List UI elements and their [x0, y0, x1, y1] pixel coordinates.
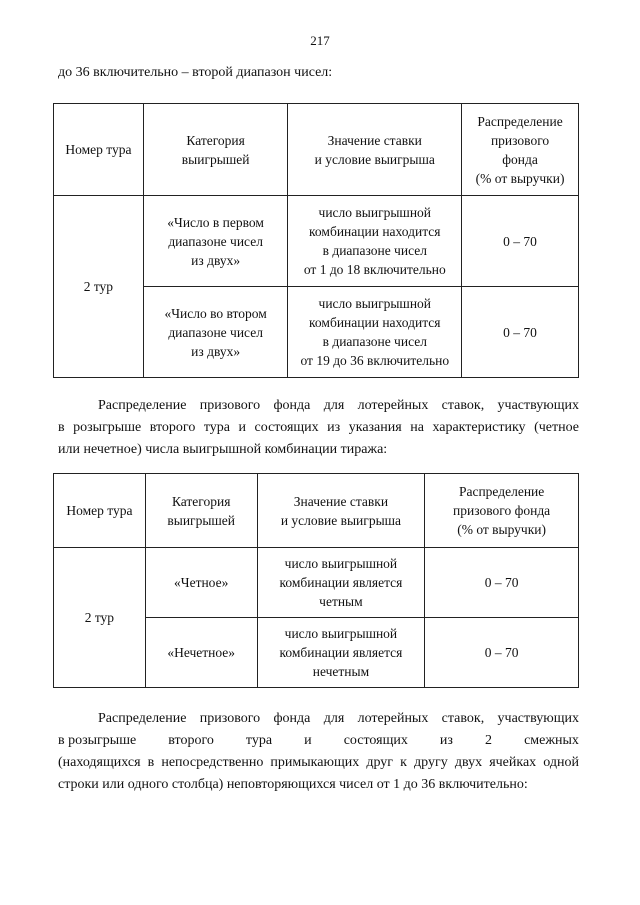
paragraph-line: строки или одного столбца) неповторяющихся чисел от 1 до 36 включительно:: [58, 777, 528, 792]
share-cell: 0 – 70: [425, 618, 579, 688]
word: состоящих: [343, 733, 408, 748]
condition-cell: число выигрышной комбинации находится в диапазоне чисел от 1 до 18 включительно: [288, 196, 462, 287]
category-cell: «Число во втором диапазоне чисел из двух»: [143, 287, 288, 378]
word: смежных: [524, 733, 579, 748]
intro-line: до 36 включительно – второй диапазон чисел:: [58, 65, 333, 80]
word: второго: [168, 733, 214, 748]
share-cell: 0 – 70: [425, 548, 579, 618]
page-number: 217: [310, 33, 330, 48]
word: 2: [485, 733, 493, 748]
paragraph-line-spaced: [58, 730, 579, 752]
header-tour-number: Номер тура: [54, 104, 144, 196]
header-category: Категория выигрышей: [145, 474, 257, 548]
header-tour-number: Номер тура: [54, 474, 146, 548]
share-cell: 0 – 70: [462, 196, 579, 287]
category-cell: «Четное»: [145, 548, 257, 618]
paragraph-line: Распределение призового фонда для лотерейных ставок, участвующих: [98, 398, 579, 413]
header-category: Категория выигрышей: [143, 104, 288, 196]
word: в розыгрыше: [58, 733, 137, 748]
header-fund-share: Распределение призового фонда (% от выручки): [462, 104, 579, 196]
header-condition: Значение ставки и условие выигрыша: [288, 104, 462, 196]
word: из: [439, 733, 453, 748]
paragraph-line: в розыгрыше второго тура и состоящих из указания на характеристику (четное: [58, 420, 579, 435]
word: тура: [245, 733, 273, 748]
paragraph-adjacent: [58, 708, 579, 796]
paragraph-line: или нечетное) числа выигрышной комбинации тиража:: [58, 442, 388, 457]
header-condition: Значение ставки и условие выигрыша: [257, 474, 425, 548]
category-cell: «Нечетное»: [145, 618, 257, 688]
condition-cell: число выигрышной комбинации находится в диапазоне чисел от 19 до 36 включительно: [288, 287, 462, 378]
header-fund-share: Распределение призового фонда (% от выручки): [425, 474, 579, 548]
prize-table-ranges: [53, 103, 579, 378]
share-cell: 0 – 70: [462, 287, 579, 378]
tour-cell: 2 тур: [54, 548, 146, 688]
paragraph-line: Распределение призового фонда для лотерейных ставок, участвующих: [98, 711, 579, 726]
paragraph-line: (находящихся в непосредственно примыкающих друг к другу двух ячейках одной: [58, 755, 579, 770]
word: и: [304, 733, 312, 748]
paragraph-parity: [58, 395, 579, 461]
category-cell: «Число в первом диапазоне чисел из двух»: [143, 196, 288, 287]
prize-table-parity: [53, 473, 579, 688]
condition-cell: число выигрышной комбинации является четным: [257, 548, 425, 618]
condition-cell: число выигрышной комбинации является нечетным: [257, 618, 425, 688]
tour-cell: 2 тур: [54, 196, 144, 378]
